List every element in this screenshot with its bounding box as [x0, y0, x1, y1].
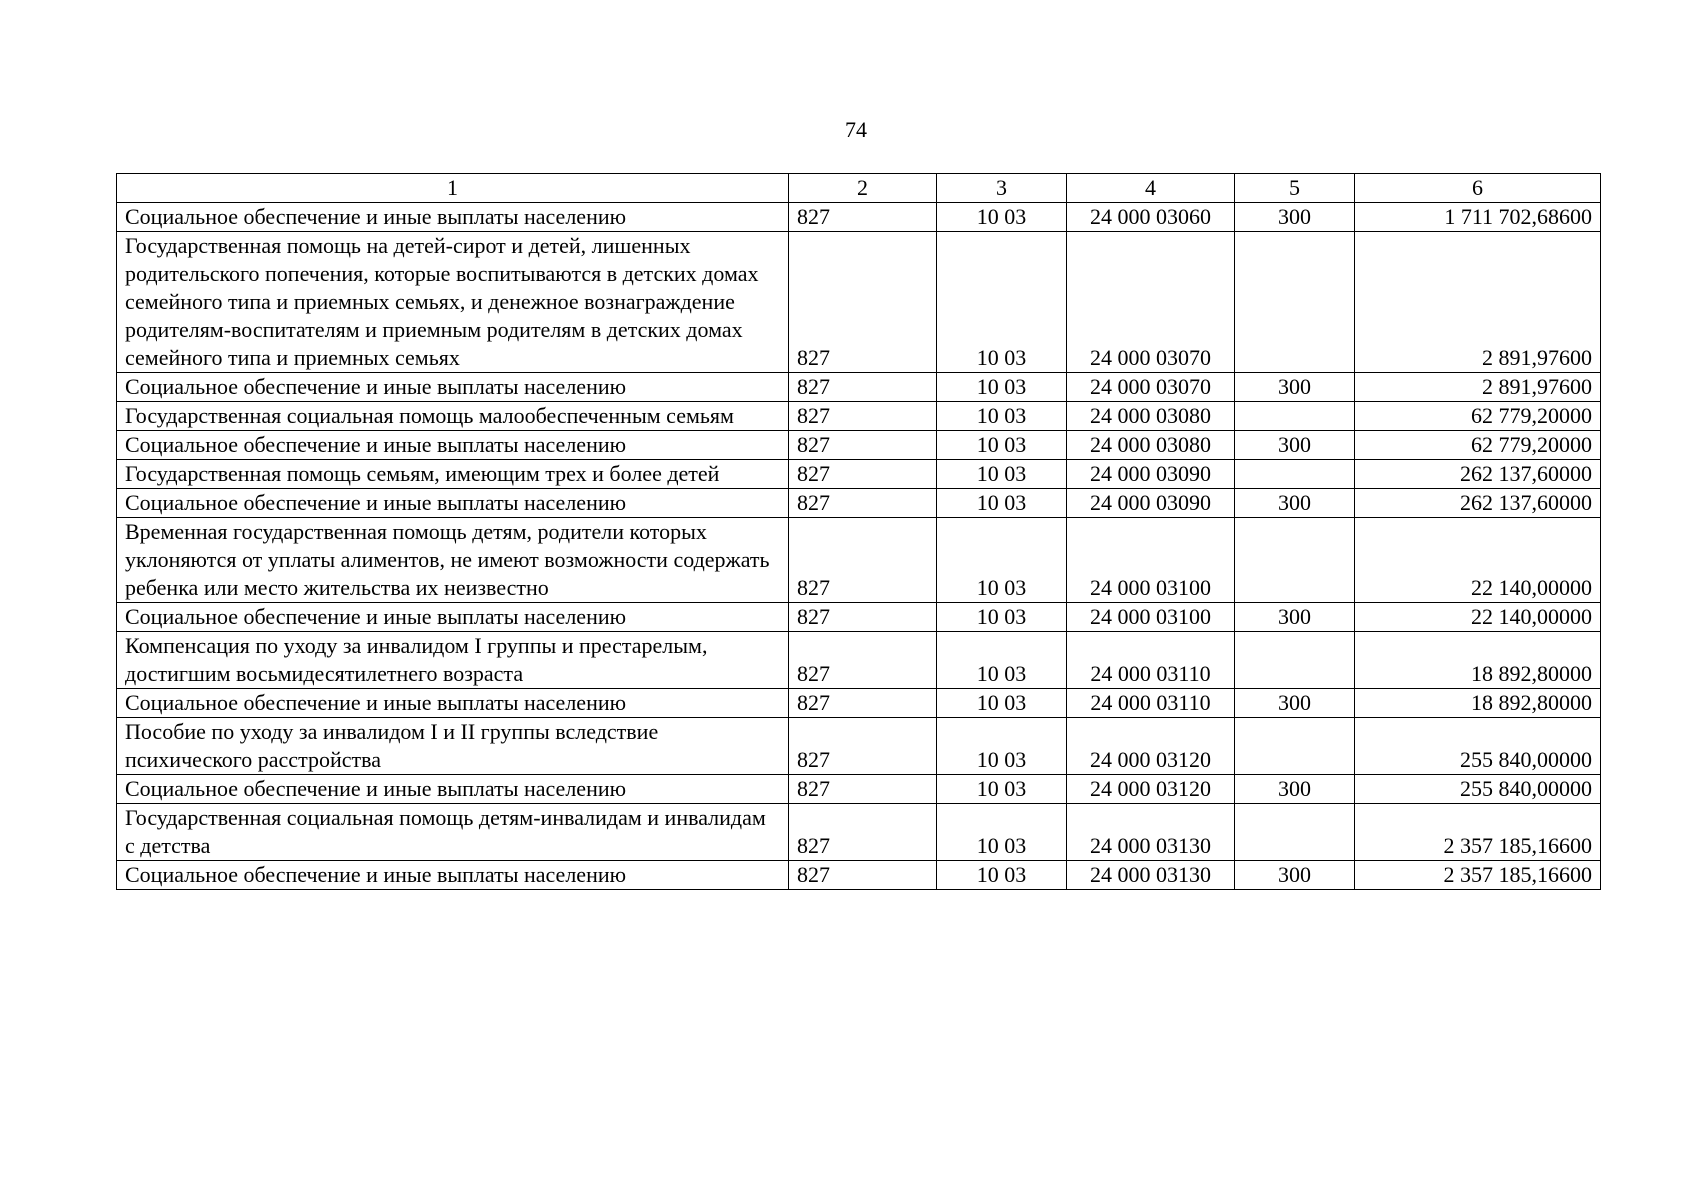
table-row — [117, 689, 1601, 718]
target-article-cell: 24 000 03110 — [1067, 632, 1235, 689]
table-row — [117, 718, 1601, 775]
admin-code-cell: 827 — [789, 431, 937, 460]
amount-cell: 18 892,80000 — [1355, 689, 1601, 718]
target-article-cell: 24 000 03110 — [1067, 689, 1235, 718]
section-code-cell: 10 03 — [937, 203, 1067, 232]
section-code-cell: 10 03 — [937, 632, 1067, 689]
target-article-cell: 24 000 03120 — [1067, 775, 1235, 804]
table-row — [117, 402, 1601, 431]
item-name-cell: Социальное обеспечение и иные выплаты населению — [117, 373, 789, 402]
target-article-cell: 24 000 03090 — [1067, 460, 1235, 489]
admin-code-cell: 827 — [789, 603, 937, 632]
column-header-2: 2 — [789, 174, 937, 203]
admin-code-cell: 827 — [789, 718, 937, 775]
admin-code-cell: 827 — [789, 775, 937, 804]
item-name-cell: Социальное обеспечение и иные выплаты населению — [117, 689, 789, 718]
target-article-cell: 24 000 03060 — [1067, 203, 1235, 232]
item-name-cell: Социальное обеспечение и иные выплаты населению — [117, 603, 789, 632]
amount-cell: 262 137,60000 — [1355, 460, 1601, 489]
section-code-cell: 10 03 — [937, 603, 1067, 632]
item-name-cell: Социальное обеспечение и иные выплаты населению — [117, 861, 789, 890]
section-code-cell: 10 03 — [937, 718, 1067, 775]
item-name-cell: Пособие по уходу за инвалидом I и II группы вследствие психического расстройства — [117, 718, 789, 775]
item-name-cell: Социальное обеспечение и иные выплаты населению — [117, 489, 789, 518]
target-article-cell: 24 000 03100 — [1067, 603, 1235, 632]
expense-type-cell: 300 — [1235, 861, 1355, 890]
amount-cell: 255 840,00000 — [1355, 718, 1601, 775]
item-name-cell: Компенсация по уходу за инвалидом I группы и престарелым, достигшим восьмидесятилетнего возраста — [117, 632, 789, 689]
expense-type-cell — [1235, 460, 1355, 489]
admin-code-cell: 827 — [789, 373, 937, 402]
section-code-cell: 10 03 — [937, 861, 1067, 890]
expense-type-cell — [1235, 632, 1355, 689]
expense-type-cell: 300 — [1235, 373, 1355, 402]
item-name-cell: Социальное обеспечение и иные выплаты населению — [117, 431, 789, 460]
column-header-3: 3 — [937, 174, 1067, 203]
amount-cell: 1 711 702,68600 — [1355, 203, 1601, 232]
section-code-cell: 10 03 — [937, 373, 1067, 402]
column-header-4: 4 — [1067, 174, 1235, 203]
table-body — [117, 203, 1601, 890]
table-row — [117, 861, 1601, 890]
admin-code-cell: 827 — [789, 402, 937, 431]
target-article-cell: 24 000 03080 — [1067, 402, 1235, 431]
table-row — [117, 460, 1601, 489]
expense-type-cell: 300 — [1235, 489, 1355, 518]
section-code-cell: 10 03 — [937, 689, 1067, 718]
item-name-cell: Государственная социальная помощь детям-инвалидам и инвалидам с детства — [117, 804, 789, 861]
target-article-cell: 24 000 03130 — [1067, 861, 1235, 890]
section-code-cell: 10 03 — [937, 775, 1067, 804]
amount-cell: 262 137,60000 — [1355, 489, 1601, 518]
column-header-5: 5 — [1235, 174, 1355, 203]
admin-code-cell: 827 — [789, 861, 937, 890]
amount-cell: 22 140,00000 — [1355, 518, 1601, 603]
amount-cell: 2 891,97600 — [1355, 232, 1601, 373]
table-row — [117, 203, 1601, 232]
section-code-cell: 10 03 — [937, 460, 1067, 489]
item-name-cell: Социальное обеспечение и иные выплаты населению — [117, 203, 789, 232]
admin-code-cell: 827 — [789, 460, 937, 489]
amount-cell: 2 357 185,16600 — [1355, 804, 1601, 861]
admin-code-cell: 827 — [789, 632, 937, 689]
expense-type-cell: 300 — [1235, 603, 1355, 632]
expense-type-cell: 300 — [1235, 689, 1355, 718]
item-name-cell: Социальное обеспечение и иные выплаты населению — [117, 775, 789, 804]
admin-code-cell: 827 — [789, 804, 937, 861]
expense-type-cell: 300 — [1235, 775, 1355, 804]
section-code-cell: 10 03 — [937, 431, 1067, 460]
table-row — [117, 632, 1601, 689]
target-article-cell: 24 000 03100 — [1067, 518, 1235, 603]
section-code-cell: 10 03 — [937, 489, 1067, 518]
amount-cell: 18 892,80000 — [1355, 632, 1601, 689]
target-article-cell: 24 000 03090 — [1067, 489, 1235, 518]
expense-type-cell — [1235, 232, 1355, 373]
item-name-cell: Государственная помощь на детей-сирот и детей, лишенных родительского попечения, которые воспитываются в детских домах семейного типа и приемных семьях, и денежное вознаграждение родителям-воспитателям и приемным родителям в детских домах семейного типа и приемных семьях — [117, 232, 789, 373]
table-row — [117, 489, 1601, 518]
item-name-cell: Временная государственная помощь детям, родители которых уклоняются от уплаты алиментов, не имеют возможности содержать ребенка или место жительства их неизвестно — [117, 518, 789, 603]
target-article-cell: 24 000 03080 — [1067, 431, 1235, 460]
table-row — [117, 518, 1601, 603]
amount-cell: 255 840,00000 — [1355, 775, 1601, 804]
expense-type-cell — [1235, 518, 1355, 603]
table-row — [117, 232, 1601, 373]
target-article-cell: 24 000 03120 — [1067, 718, 1235, 775]
amount-cell: 2 357 185,16600 — [1355, 861, 1601, 890]
expense-type-cell — [1235, 804, 1355, 861]
admin-code-cell: 827 — [789, 232, 937, 373]
admin-code-cell: 827 — [789, 203, 937, 232]
table-row — [117, 775, 1601, 804]
target-article-cell: 24 000 03070 — [1067, 373, 1235, 402]
budget-table — [116, 173, 1601, 890]
amount-cell: 2 891,97600 — [1355, 373, 1601, 402]
table-row — [117, 804, 1601, 861]
section-code-cell: 10 03 — [937, 402, 1067, 431]
table-row — [117, 603, 1601, 632]
amount-cell: 62 779,20000 — [1355, 402, 1601, 431]
admin-code-cell: 827 — [789, 518, 937, 603]
table-row — [117, 373, 1601, 402]
column-header-1: 1 — [117, 174, 789, 203]
admin-code-cell: 827 — [789, 689, 937, 718]
section-code-cell: 10 03 — [937, 518, 1067, 603]
table-row — [117, 431, 1601, 460]
section-code-cell: 10 03 — [937, 804, 1067, 861]
item-name-cell: Государственная помощь семьям, имеющим трех и более детей — [117, 460, 789, 489]
table-header-row — [117, 174, 1601, 203]
section-code-cell: 10 03 — [937, 232, 1067, 373]
expense-type-cell: 300 — [1235, 431, 1355, 460]
target-article-cell: 24 000 03130 — [1067, 804, 1235, 861]
amount-cell: 62 779,20000 — [1355, 431, 1601, 460]
expense-type-cell — [1235, 718, 1355, 775]
item-name-cell: Государственная социальная помощь малообеспеченным семьям — [117, 402, 789, 431]
admin-code-cell: 827 — [789, 489, 937, 518]
amount-cell: 22 140,00000 — [1355, 603, 1601, 632]
page-number: 74 — [845, 117, 867, 142]
column-header-6: 6 — [1355, 174, 1601, 203]
target-article-cell: 24 000 03070 — [1067, 232, 1235, 373]
expense-type-cell — [1235, 402, 1355, 431]
expense-type-cell: 300 — [1235, 203, 1355, 232]
